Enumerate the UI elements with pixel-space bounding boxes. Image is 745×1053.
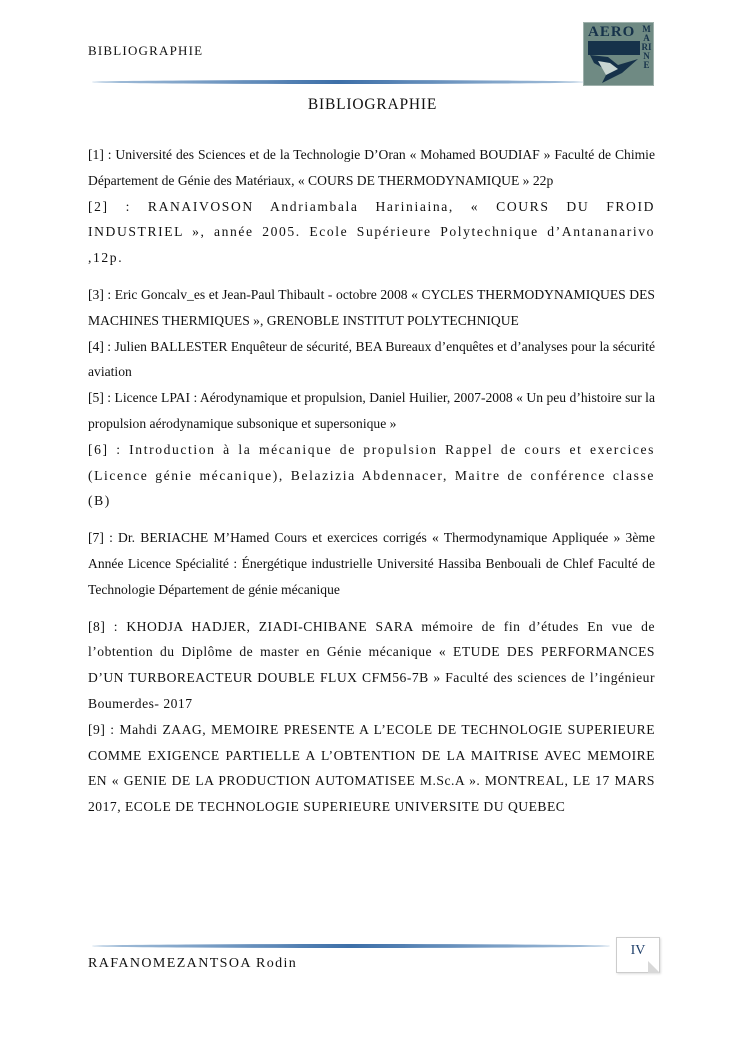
page-title: BIBLIOGRAPHIE <box>307 96 438 113</box>
aero-marine-logo <box>583 22 654 86</box>
reference-9: [9] : Mahdi ZAAG, MEMOIRE PRESENTE A L’ECOLE DE TECHNOLOGIE SUPERIEURE COMME EXIGENCE PARTIELLE A L’OBTENTION DE LA MAITRISE AVEC MEMOIRE EN « GENIE DE LA PRODUCTION AUTOMATISEE M.Sc.A ». MONTREAL, LE 17 MARS 2017, ECOLE DE TECHNOLOGIE SUPERIEURE UNIVERSITE DU QUEBEC <box>88 721 655 815</box>
reference-4: [4] : Julien BALLESTER Enquêteur de sécurité, BEA Bureaux d’enquêtes et d’analyses pour la sécurité aviation <box>88 338 655 380</box>
reference-list <box>88 142 655 820</box>
reference-7: [7] : Dr. BERIACHE M’Hamed Cours et exercices corrigés « Thermodynamique Appliquée » 3ème Année Licence Spécialité : Énergétique industrielle Université Hassiba Benbouali de Chlef Faculté de Technologie Département de génie mécanique <box>88 530 655 597</box>
page-number-box <box>616 937 660 973</box>
logo-wordmark: AERO <box>588 24 636 40</box>
reference-2: [2] : RANAIVOSON Andriambala Hariniaina, « COURS DU FROID INDUSTRIEL », année 2005. Ecole Supérieure Polytechnique d’Antananarivo ,12p. <box>88 198 655 266</box>
reference-1: [1] : Université des Sciences et de la Technologie D’Oran « Mohamed BOUDIAF » Faculté de Chimie Département de Génie des Matériaux, « COURS DE THERMODYNAMIQUE » 22p <box>88 147 655 188</box>
header-rule <box>92 80 584 84</box>
footer-rule <box>92 944 610 948</box>
page-curl-icon <box>648 961 660 973</box>
reference-3: [3] : Eric Goncalv_es et Jean-Paul Thibault - octobre 2008 « CYCLES THERMODYNAMIQUES DES MACHINES THERMIQUES », GRENOBLE INSTITUT POLYTECHNIQUE <box>88 286 655 328</box>
footer-author: RAFANOMEZANTSOA Rodin <box>88 956 298 971</box>
page-number: IV <box>630 943 646 958</box>
header-title: BIBLIOGRAPHIE <box>88 43 204 58</box>
reference-6: [6] : Introduction à la mécanique de propulsion Rappel de cours et exercices (Licence génie mécanique), Belazizia Abdennacer, Maitre de conférence classe (B) <box>88 441 655 509</box>
logo-wordmark-vertical: MARINE <box>641 24 652 70</box>
reference-5: [5] : Licence LPAI : Aérodynamique et propulsion, Daniel Huilier, 2007-2008 « Un peu d’histoire sur la propulsion aérodynamique subsonique et supersonique » <box>88 390 655 431</box>
reference-8: [8] : KHODJA HADJER, ZIADI-CHIBANE SARA mémoire de fin d’études En vue de l’obtention du Diplôme de master en Génie mécanique « ETUDE DES PERFORMANCES D’UN TURBOREACTEUR DOUBLE FLUX CFM56-7B » Faculté des sciences de l’ingénieur Boumerdes- 2017 <box>88 618 655 711</box>
bird-icon <box>588 41 640 83</box>
